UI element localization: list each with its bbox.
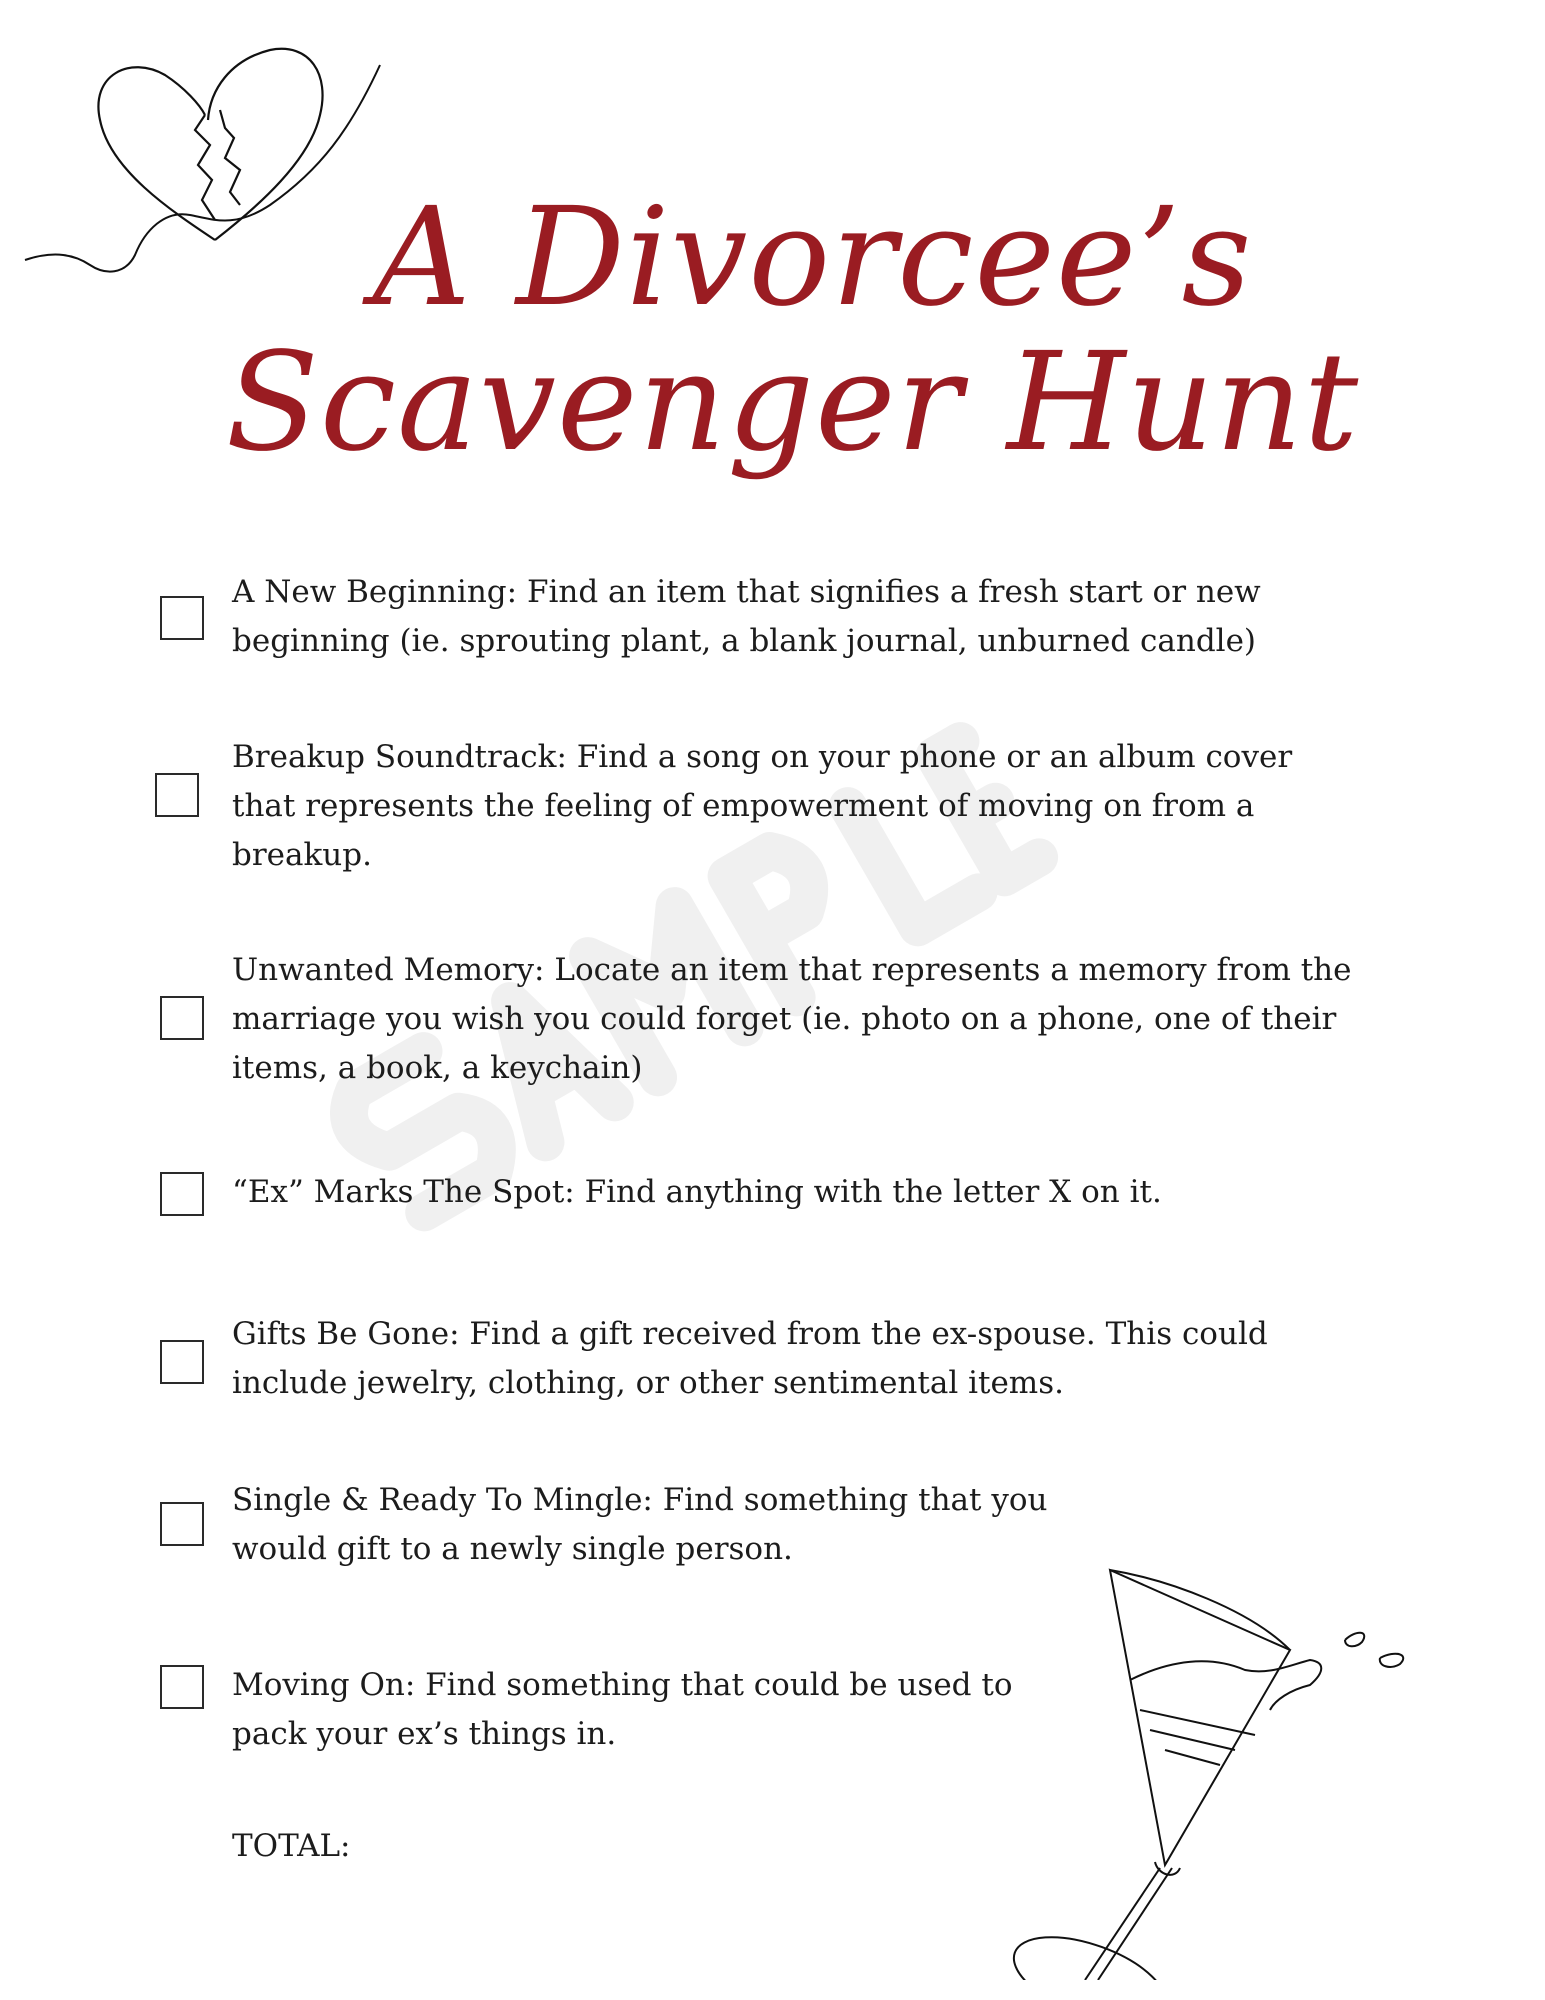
- checklist-item-text: A New Beginning: Find an item that signifies a fresh start or new beginning (ie. sprouting plant, a blank journal, unburned candle): [232, 574, 1261, 659]
- checklist-item-text: Single & Ready To Mingle: Find something that you would gift to a newly single person.: [232, 1482, 1048, 1567]
- checkbox[interactable]: [160, 1665, 204, 1709]
- spilling-martini-glass-icon: [990, 1550, 1480, 1980]
- checkbox[interactable]: [160, 1340, 204, 1384]
- checkbox[interactable]: [160, 1502, 204, 1546]
- checklist-item-text: Gifts Be Gone: Find a gift received from the ex-spouse. This could include jewelry, clothing, or other sentimental items.: [232, 1316, 1268, 1401]
- page-title-line-2: Scavenger Hunt: [225, 324, 1360, 482]
- checkbox[interactable]: [160, 596, 204, 640]
- total-label: TOTAL:: [232, 1828, 351, 1864]
- checkbox[interactable]: [155, 773, 199, 817]
- checkbox[interactable]: [160, 996, 204, 1040]
- page-title-line-1: A Divorcee’s: [372, 179, 1253, 337]
- checklist-item-text: Breakup Soundtrack: Find a song on your phone or an album cover that represents the feeling of empowerment of moving on from a breakup.: [232, 739, 1293, 873]
- checklist-item-text: Moving On: Find something that could be used to pack your ex’s things in.: [232, 1667, 1013, 1752]
- checklist-item-text: Unwanted Memory: Locate an item that represents a memory from the marriage you wish you could forget (ie. photo on a phone, one of their items, a book, a keychain): [232, 952, 1352, 1086]
- checkbox[interactable]: [160, 1172, 204, 1216]
- checklist-item-text: “Ex” Marks The Spot: Find anything with the letter X on it.: [232, 1174, 1162, 1210]
